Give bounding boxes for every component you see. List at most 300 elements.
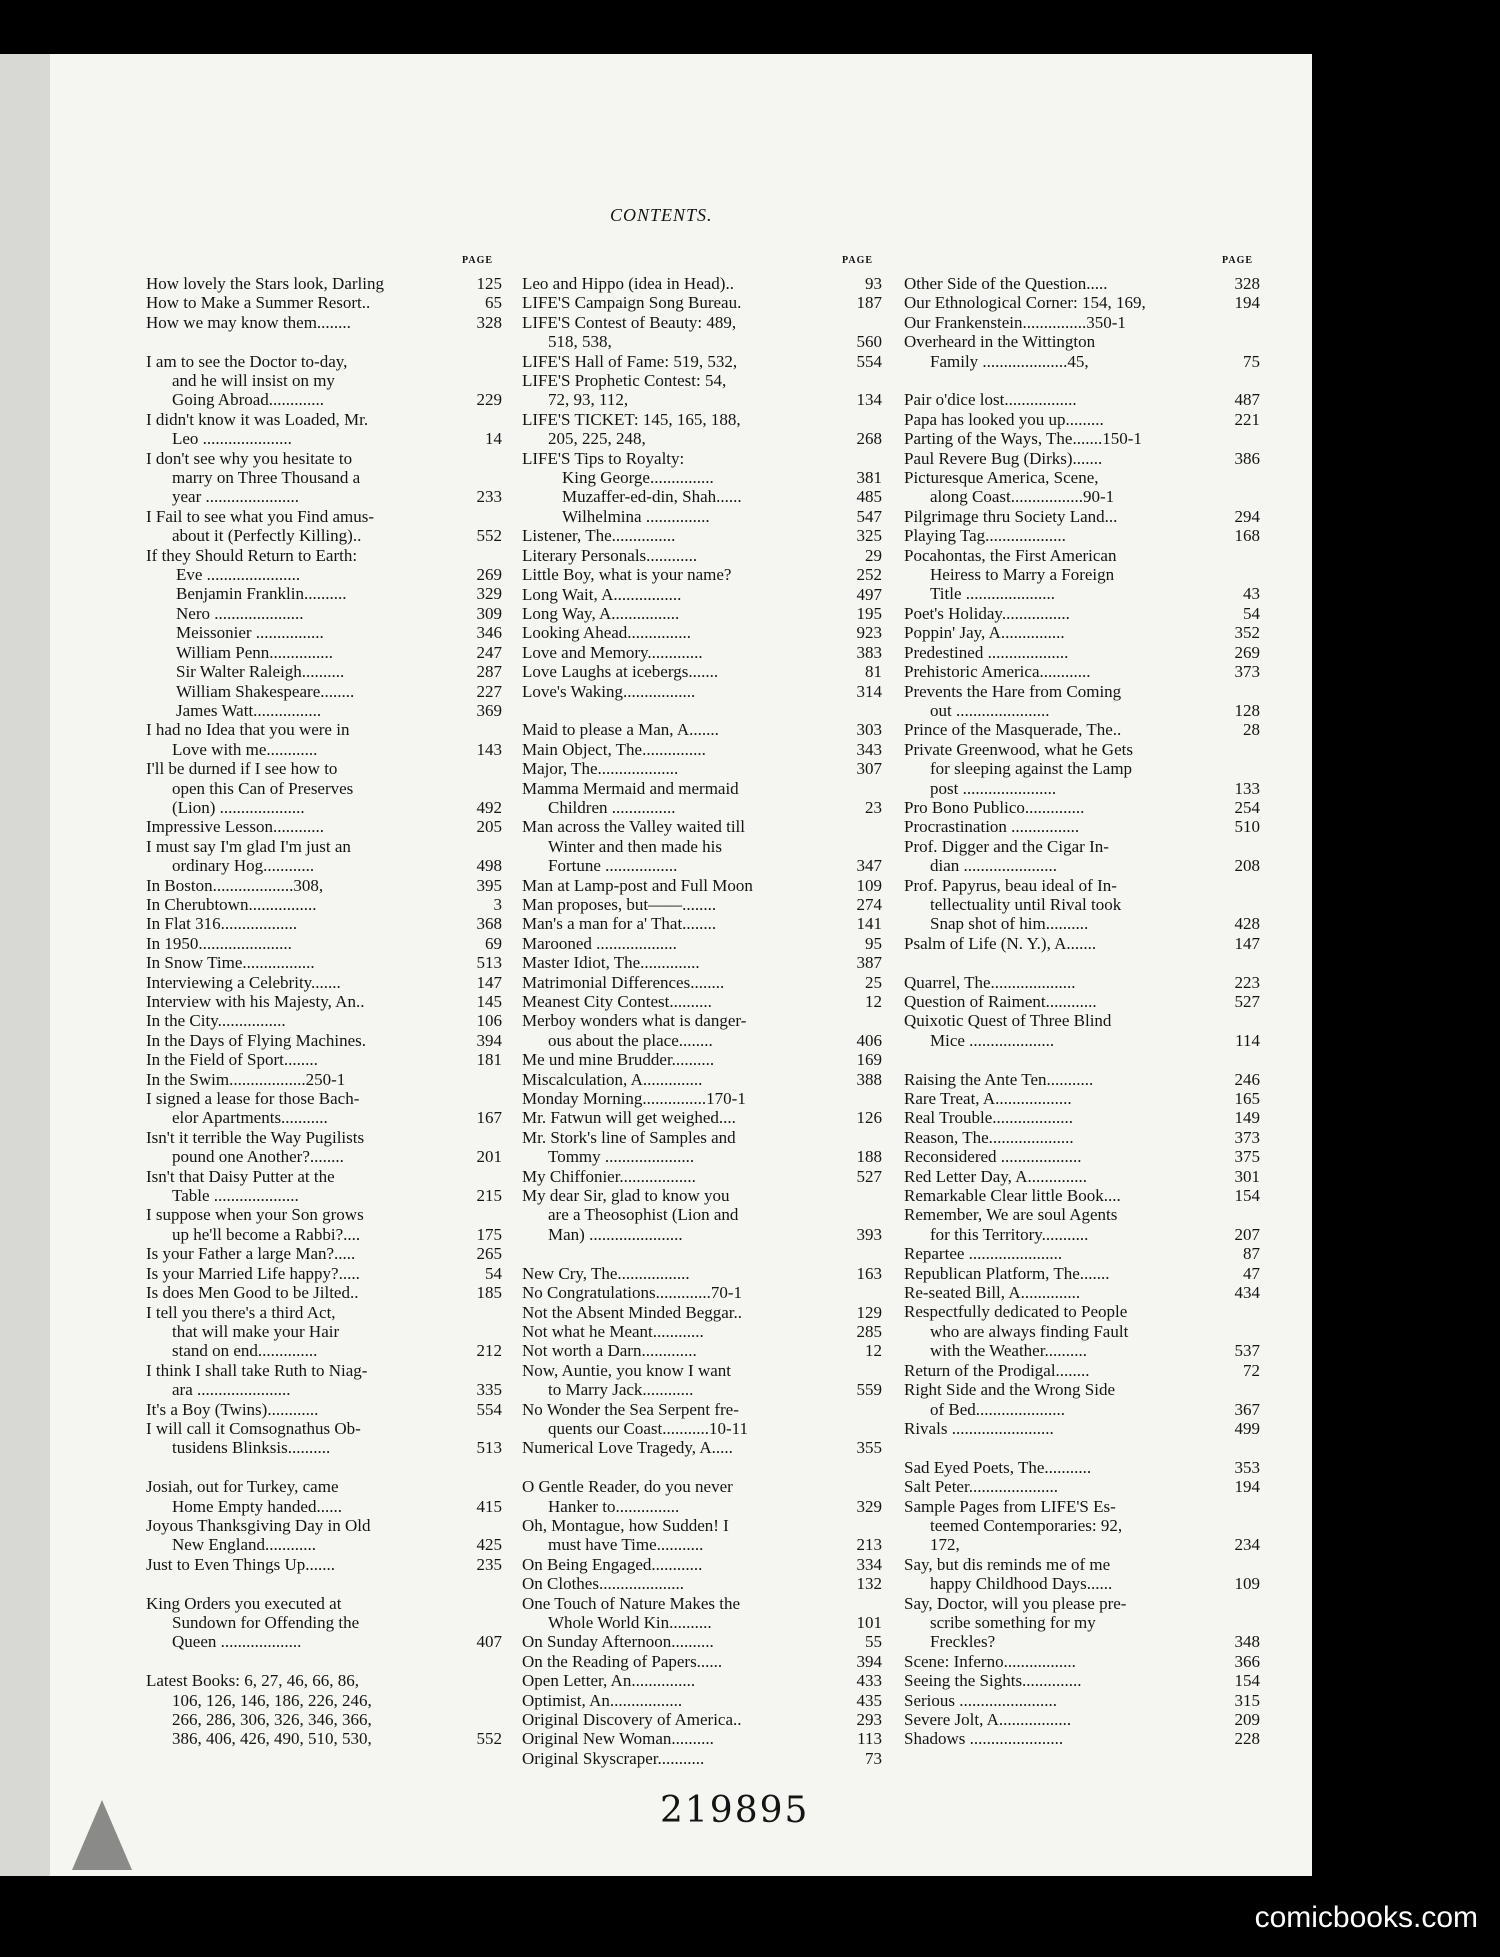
entry-page-number: 229 [476, 390, 502, 410]
contents-entry [146, 992, 502, 1011]
entry-title-line: Major, The................... [522, 759, 679, 779]
contents-entry [146, 1555, 502, 1574]
entry-page-number: 274 [856, 894, 882, 914]
entry-page-number: 425 [476, 1535, 502, 1555]
entry-page-number: 265 [476, 1244, 502, 1264]
entry-title-line: Table .................... [172, 1186, 299, 1206]
contents-entry [904, 1186, 1260, 1205]
entry-page-number: 498 [476, 856, 502, 876]
entry-page-number: 552 [476, 1729, 502, 1749]
contents-entry [904, 1691, 1260, 1710]
entry-title-line: Children ............... [548, 797, 676, 817]
entry-title-line: Say, but dis reminds me of me [904, 1554, 1111, 1574]
entry-title-line: LIFE'S Tips to Royalty: [522, 448, 685, 468]
entry-title-line: pound one Another?........ [172, 1147, 344, 1167]
entry-title-line: with the Weather.......... [930, 1341, 1087, 1361]
page-column-header: PAGE [462, 255, 494, 266]
entry-page-number: 194 [1234, 293, 1260, 313]
entry-page-number: 181 [476, 1050, 502, 1070]
entry-title-line: Rare Treat, A.................. [904, 1089, 1072, 1109]
entry-page-number: 128 [1234, 700, 1260, 720]
entry-title-line: In the City................ [146, 1011, 286, 1031]
contents-entry [146, 759, 502, 817]
entry-title-line: I tell you there's a third Act, [146, 1302, 336, 1322]
entry-title-line: quents our Coast...........10-11 [548, 1418, 749, 1438]
entry-title-line: Miscalculation, A.............. [522, 1069, 703, 1089]
entry-page-number: 12 [865, 1341, 882, 1361]
entry-title-line: New Cry, The................. [522, 1263, 690, 1283]
entry-title-line: Listener, The............... [522, 526, 676, 546]
entry-title-line: I signed a lease for those Bach- [146, 1089, 360, 1109]
entry-page-number: 303 [856, 720, 882, 740]
entry-title-line: out ...................... [930, 700, 1050, 720]
entry-title-line: If they Should Return to Earth: [146, 545, 358, 565]
entry-page-number: 492 [476, 797, 502, 817]
contents-column-2 [522, 274, 882, 1768]
entry-title-line: Matrimonial Differences........ [522, 972, 725, 992]
entry-page-number: 375 [1234, 1147, 1260, 1167]
entry-title-line: Republican Platform, The....... [904, 1263, 1110, 1283]
entry-page-number: 212 [476, 1341, 502, 1361]
entry-page-number: 154 [1234, 1186, 1260, 1206]
entry-title-line: Now, Auntie, you know I want [522, 1360, 732, 1380]
entry-page-number: 12 [865, 992, 882, 1012]
entry-page-number: 367 [1234, 1399, 1260, 1419]
entry-title-line: Maid to please a Man, A....... [522, 720, 719, 740]
entry-title-line: Oh, Montague, how Sudden! I [522, 1515, 729, 1535]
entry-title-line: LIFE'S Campaign Song Bureau. [522, 293, 742, 313]
contents-entry [522, 1283, 882, 1302]
entry-page-number: 368 [476, 914, 502, 934]
entry-page-number: 175 [476, 1224, 502, 1244]
entry-title-line: 72, 93, 112, [548, 390, 629, 410]
entry-title-line: Fortune ................. [548, 856, 678, 876]
entry-page-number: 113 [857, 1729, 882, 1749]
entry-page-number: 395 [476, 875, 502, 895]
contents-entry [146, 1011, 502, 1030]
entry-title-line: Interview with his Majesty, An.. [146, 992, 365, 1012]
entry-page-number: 373 [1234, 1127, 1260, 1147]
catalog-number: 219895 [660, 1790, 810, 1831]
entry-title-line: Main Object, The............... [522, 739, 706, 759]
entry-title-line: 106, 126, 146, 186, 226, 246, [172, 1690, 372, 1710]
entry-page-number: 381 [856, 468, 882, 488]
contents-entry [522, 410, 882, 449]
contents-entry [522, 1594, 882, 1633]
entry-page-number: 133 [1234, 778, 1260, 798]
entry-title-line: Other Side of the Question..... [904, 274, 1108, 293]
entry-title-line: Family ....................45, [930, 351, 1089, 371]
entry-title-line: Monday Morning...............170-1 [522, 1089, 746, 1109]
contents-entry [146, 584, 502, 603]
contents-entry [146, 1419, 502, 1458]
entry-page-number: 353 [1234, 1457, 1260, 1477]
entry-title-line: Literary Personals............ [522, 545, 698, 565]
entry-page-number: 355 [856, 1438, 882, 1458]
entry-title-line: teemed Contemporaries: 92, [930, 1515, 1123, 1535]
entry-page-number: 923 [856, 623, 882, 643]
entry-page-number: 510 [1234, 817, 1260, 837]
entry-title-line: Hanker to............... [548, 1496, 680, 1516]
contents-entry [904, 643, 1260, 662]
contents-entry [522, 313, 882, 352]
contents-entry [522, 876, 882, 895]
entry-page-number: 527 [856, 1166, 882, 1186]
entry-title-line: Salt Peter..................... [904, 1477, 1058, 1497]
entry-title-line: In Boston...................308, [146, 875, 324, 895]
entry-title-line: Shadows ...................... [904, 1729, 1064, 1749]
entry-page-number: 73 [865, 1748, 882, 1768]
entry-title-line: Queen ................... [172, 1632, 302, 1652]
contents-entry [904, 992, 1260, 1011]
contents-entry [146, 1050, 502, 1069]
entry-title-line: Eve ...................... [176, 565, 301, 585]
entry-title-line: Reconsidered ................... [904, 1147, 1082, 1167]
contents-entry [146, 662, 502, 681]
entry-title-line: Serious ....................... [904, 1690, 1057, 1710]
contents-column-1 [146, 274, 502, 1749]
entry-title-line: Private Greenwood, what he Gets [904, 739, 1133, 759]
entry-title-line: who are always finding Fault [930, 1321, 1129, 1341]
entry-title-line: 386, 406, 426, 490, 510, 530, [172, 1729, 372, 1749]
contents-entry [904, 1477, 1260, 1496]
entry-title-line: No Congratulations.............70-1 [522, 1283, 743, 1303]
entry-page-number: 287 [476, 662, 502, 682]
entry-page-number: 309 [476, 603, 502, 623]
entry-page-number: 233 [476, 487, 502, 507]
contents-entry [522, 1574, 882, 1593]
entry-title-line: Scene: Inferno................. [904, 1651, 1076, 1671]
entry-page-number: 75 [1243, 351, 1260, 371]
contents-entry [146, 1516, 502, 1555]
contents-entry [146, 1244, 502, 1263]
entry-page-number: 269 [1234, 642, 1260, 662]
entry-title-line: Whole World Kin.......... [548, 1612, 712, 1632]
contents-entry [904, 623, 1260, 642]
entry-page-number: 145 [476, 992, 502, 1012]
contents-entry [522, 1516, 882, 1555]
entry-title-line: Nero ..................... [176, 603, 304, 623]
entry-page-number: 369 [476, 700, 502, 720]
entry-page-number: 3 [493, 894, 502, 914]
contents-entry [522, 604, 882, 623]
contents-entry [904, 1380, 1260, 1419]
entry-page-number: 14 [485, 429, 502, 449]
entry-title-line: Paul Revere Bug (Dirks)....... [904, 448, 1103, 468]
contents-entry [904, 390, 1260, 409]
entry-title-line: Not worth a Darn............. [522, 1341, 697, 1361]
entry-title-line: On the Reading of Papers...... [522, 1651, 723, 1671]
entry-title-line: Overheard in the Wittington [904, 332, 1096, 352]
entry-title-line: Respectfully dedicated to People [904, 1302, 1128, 1322]
entry-page-number: 487 [1234, 390, 1260, 410]
entry-page-number: 109 [856, 875, 882, 895]
section-gap [146, 1652, 502, 1671]
entry-page-number: 513 [476, 1438, 502, 1458]
page-title: CONTENTS. [610, 205, 713, 225]
contents-entry [522, 1264, 882, 1283]
entry-page-number: 247 [476, 642, 502, 662]
contents-entry [522, 1186, 882, 1244]
entry-title-line: dian ...................... [930, 856, 1058, 876]
entry-title-line: Love with me............ [172, 739, 318, 759]
entry-title-line: Optimist, An................. [522, 1690, 683, 1710]
entry-title-line: Benjamin Franklin.......... [176, 584, 347, 604]
entry-title-line: Re-seated Bill, A.............. [904, 1283, 1081, 1303]
entry-title-line: that will make your Hair [172, 1321, 340, 1341]
contents-entry [522, 1341, 882, 1360]
entry-title-line: No Wonder the Sea Serpent fre- [522, 1399, 739, 1419]
entry-title-line: Latest Books: 6, 27, 46, 66, 86, [146, 1671, 359, 1691]
entry-page-number: 234 [1234, 1535, 1260, 1555]
entry-title-line: LIFE'S Prophetic Contest: 54, [522, 371, 727, 391]
contents-entry [522, 1361, 882, 1400]
contents-entry [522, 1749, 882, 1768]
entry-page-number: 169 [856, 1050, 882, 1070]
entry-title-line: to Marry Jack............ [548, 1380, 694, 1400]
entry-title-line: stand on end.............. [172, 1341, 318, 1361]
contents-entry [522, 953, 882, 972]
entry-title-line: Rivals ........................ [904, 1418, 1054, 1438]
entry-page-number: 497 [856, 584, 882, 604]
entry-page-number: 208 [1234, 856, 1260, 876]
entry-title-line: ordinary Hog............ [172, 856, 315, 876]
contents-entry [904, 332, 1260, 371]
contents-entry [522, 1710, 882, 1729]
entry-page-number: 434 [1234, 1283, 1260, 1303]
contents-entry [522, 487, 882, 506]
entry-title-line: One Touch of Nature Makes the [522, 1593, 741, 1613]
entry-page-number: 415 [476, 1496, 502, 1516]
contents-entry [146, 914, 502, 933]
contents-entry [904, 1419, 1260, 1438]
entry-title-line: scribe something for my [930, 1612, 1096, 1632]
contents-entry [904, 817, 1260, 836]
entry-title-line: LIFE'S TICKET: 145, 165, 188, [522, 409, 741, 429]
page-column-header: PAGE [1222, 255, 1254, 266]
entry-title-line: Man proposes, but——........ [522, 894, 717, 914]
contents-entry [522, 526, 882, 545]
entry-page-number: 366 [1234, 1651, 1260, 1671]
entry-title-line: I am to see the Doctor to-day, [146, 351, 348, 371]
entry-page-number: 387 [856, 953, 882, 973]
entry-title-line: King Orders you executed at [146, 1593, 342, 1613]
entry-title-line: Marooned ................... [522, 933, 677, 953]
entry-title-line: up he'll become a Rabbi?.... [172, 1224, 361, 1244]
contents-entry [522, 1089, 882, 1108]
entry-title-line: Going Abroad............. [172, 390, 325, 410]
entry-title-line: happy Childhood Days...... [930, 1574, 1113, 1594]
section-gap [522, 1244, 882, 1263]
entry-page-number: 328 [1234, 274, 1260, 293]
entry-title-line: I'll be durned if I see how to [146, 759, 338, 779]
entry-page-number: 554 [476, 1399, 502, 1419]
contents-entry [904, 429, 1260, 448]
contents-entry [904, 876, 1260, 934]
contents-entry [522, 352, 882, 371]
entry-page-number: 167 [476, 1108, 502, 1128]
entry-page-number: 307 [856, 759, 882, 779]
entry-title-line: How we may know them........ [146, 312, 351, 332]
contents-entry [146, 1205, 502, 1244]
contents-entry [904, 1011, 1260, 1050]
contents-entry [522, 779, 882, 818]
contents-entry [146, 1128, 502, 1167]
entry-title-line: Prehistoric America............ [904, 662, 1091, 682]
entry-title-line: Isn't that Daisy Putter at the [146, 1166, 335, 1186]
entry-page-number: 43 [1243, 584, 1260, 604]
contents-entry [904, 468, 1260, 507]
contents-entry [904, 1497, 1260, 1555]
entry-page-number: 285 [856, 1321, 882, 1341]
contents-entry [146, 507, 502, 546]
entry-page-number: 347 [856, 856, 882, 876]
contents-entry [904, 662, 1260, 681]
entry-title-line: In the Field of Sport........ [146, 1050, 318, 1070]
contents-entry [146, 623, 502, 642]
contents-entry [522, 643, 882, 662]
contents-entry [146, 565, 502, 584]
contents-entry [522, 293, 882, 312]
contents-entry [522, 720, 882, 739]
entry-title-line: Wilhelmina ............... [562, 506, 710, 526]
entry-title-line: How to Make a Summer Resort.. [146, 293, 371, 313]
contents-entry [146, 720, 502, 759]
contents-entry [522, 1652, 882, 1671]
entry-title-line: Playing Tag................... [904, 526, 1066, 546]
entry-page-number: 552 [476, 526, 502, 546]
scan-right-border [1372, 0, 1500, 1957]
entry-title-line: I think I shall take Ruth to Niag- [146, 1360, 368, 1380]
entry-page-number: 165 [1234, 1089, 1260, 1109]
entry-page-number: 560 [856, 332, 882, 352]
entry-title-line: I will call it Comsognathus Ob- [146, 1418, 361, 1438]
entry-page-number: 428 [1234, 914, 1260, 934]
contents-entry [904, 526, 1260, 545]
entry-title-line: Psalm of Life (N. Y.), A....... [904, 933, 1097, 953]
page-left-edge [0, 54, 50, 1876]
section-gap [146, 1574, 502, 1593]
entry-title-line: Our Ethnological Corner: 154, 169, [904, 293, 1146, 313]
section-gap [904, 1438, 1260, 1457]
entry-title-line: Remember, We are soul Agents [904, 1205, 1118, 1225]
contents-entry [146, 876, 502, 895]
contents-entry [904, 682, 1260, 721]
entry-page-number: 435 [856, 1690, 882, 1710]
contents-entry [904, 546, 1260, 604]
contents-entry [146, 1400, 502, 1419]
entry-page-number: 329 [856, 1496, 882, 1516]
contents-entry [522, 1128, 882, 1167]
entry-title-line: Muzaffer-ed-din, Shah...... [562, 487, 742, 507]
contents-entry [904, 837, 1260, 876]
contents-entry [904, 1671, 1260, 1690]
entry-page-number: 559 [856, 1380, 882, 1400]
contents-entry [904, 1302, 1260, 1360]
entry-title-line: I had no Idea that you were in [146, 720, 350, 740]
entry-title-line: Tommy ..................... [548, 1147, 695, 1167]
contents-entry [522, 565, 882, 584]
entry-page-number: 149 [1234, 1108, 1260, 1128]
entry-page-number: 325 [856, 526, 882, 546]
entry-page-number: 346 [476, 623, 502, 643]
entry-title-line: My Chiffonier.................. [522, 1166, 696, 1186]
entry-title-line: Pocahontas, the First American [904, 545, 1117, 565]
contents-entry [904, 1729, 1260, 1748]
entry-page-number: 87 [1243, 1244, 1260, 1264]
contents-entry [904, 274, 1260, 293]
entry-page-number: 207 [1234, 1224, 1260, 1244]
entry-page-number: 81 [865, 662, 882, 682]
contents-entry [522, 973, 882, 992]
entry-title-line: Mr. Stork's line of Samples and [522, 1127, 736, 1147]
entry-title-line: Prof. Digger and the Cigar In- [904, 836, 1109, 856]
contents-entry [522, 1050, 882, 1069]
contents-entry [522, 1671, 882, 1690]
entry-title-line: Mice .................... [930, 1030, 1055, 1050]
contents-entry [904, 507, 1260, 526]
section-gap [146, 1458, 502, 1477]
entry-page-number: 537 [1234, 1341, 1260, 1361]
entry-title-line: Snap shot of him.......... [930, 914, 1089, 934]
contents-entry [146, 973, 502, 992]
entry-page-number: 65 [485, 293, 502, 313]
entry-title-line: In Snow Time................. [146, 953, 315, 973]
entry-page-number: 223 [1234, 972, 1260, 992]
entry-title-line: Raising the Ante Ten........... [904, 1069, 1094, 1089]
entry-page-number: 101 [856, 1612, 882, 1632]
entry-title-line: Real Trouble................... [904, 1108, 1074, 1128]
entry-title-line: King George............... [562, 468, 714, 488]
entry-title-line: ara ...................... [172, 1380, 291, 1400]
entry-title-line: Man) ...................... [548, 1224, 683, 1244]
entry-title-line: Right Side and the Wrong Side [904, 1380, 1116, 1400]
contents-entry [146, 1089, 502, 1128]
entry-title-line: Looking Ahead............... [522, 623, 692, 643]
entry-page-number: 407 [476, 1632, 502, 1652]
entry-title-line: Merboy wonders what is danger- [522, 1011, 747, 1031]
contents-entry [522, 1477, 882, 1516]
contents-entry [522, 1070, 882, 1089]
entry-page-number: 227 [476, 681, 502, 701]
entry-title-line: Prof. Papyrus, beau ideal of In- [904, 875, 1117, 895]
contents-entry [522, 1303, 882, 1322]
entry-title-line: (Lion) .................... [172, 797, 305, 817]
entry-title-line: Not what he Meant............ [522, 1321, 704, 1341]
entry-title-line: Picturesque America, Scene, [904, 468, 1099, 488]
entry-title-line: about it (Perfectly Killing).. [172, 526, 362, 546]
contents-entry [522, 817, 882, 875]
contents-entry [904, 1147, 1260, 1166]
contents-entry [522, 585, 882, 604]
entry-page-number: 23 [865, 797, 882, 817]
entry-title-line: Sir Walter Raleigh.......... [176, 662, 345, 682]
entry-title-line: Remarkable Clear little Book.... [904, 1186, 1121, 1206]
entry-title-line: along Coast.................90-1 [930, 487, 1115, 507]
entry-title-line: Pair o'dice lost................. [904, 390, 1077, 410]
entry-title-line: Title ..................... [930, 584, 1056, 604]
contents-entry [146, 313, 502, 332]
contents-entry [522, 623, 882, 642]
entry-title-line: Joyous Thanksgiving Day in Old [146, 1515, 371, 1535]
entry-title-line: Long Way, A................ [522, 603, 680, 623]
contents-entry [522, 1011, 882, 1050]
section-gap [904, 953, 1260, 972]
torn-corner-mark [72, 1800, 132, 1870]
entry-title-line: LIFE'S Contest of Beauty: 489, [522, 312, 737, 332]
contents-entry [522, 1729, 882, 1748]
contents-entry [522, 992, 882, 1011]
